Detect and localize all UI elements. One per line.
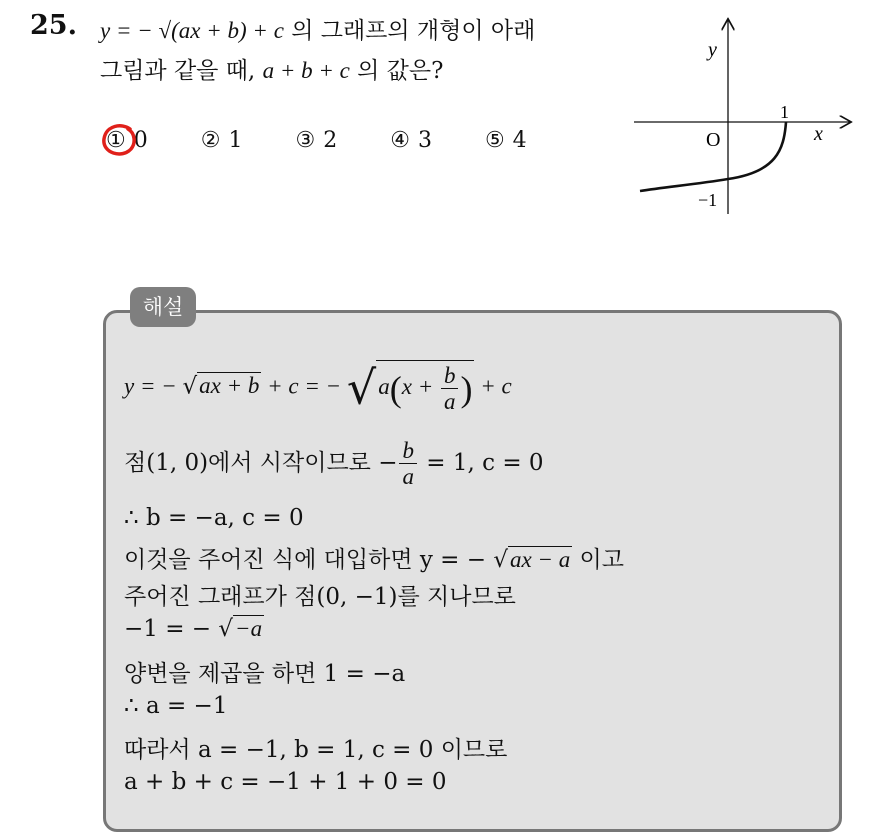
sol-l4-a: 이것을 주어진 식에 대입하면 y = − — [124, 547, 494, 573]
sol-l1-e: x + — [401, 374, 439, 400]
sol-l1-a: y = − — [124, 373, 183, 399]
question-equation: y = − √(ax + b) + c — [100, 18, 284, 43]
choice-5-value: 4 — [512, 128, 527, 153]
choice-3[interactable] — [295, 128, 337, 153]
y-tick-label: −1 — [698, 190, 718, 210]
question-expression: a + b + c — [262, 58, 350, 83]
big-sqrt-sign: √ — [346, 360, 377, 415]
sol-l6-a: −1 = − — [124, 616, 219, 642]
sol-l1-c: + c = − — [261, 373, 347, 399]
solution-line-1 — [124, 360, 512, 415]
sol-l4-b: ax − a — [510, 547, 571, 572]
solution-line-9: 따라서 a = −1, b = 1, c = 0 이므로 — [124, 737, 508, 763]
choice-5[interactable] — [485, 128, 527, 153]
choice-1[interactable] — [106, 128, 148, 153]
x-axis-label: x — [814, 123, 823, 145]
sol-l2-a: 점(1, 0)에서 시작이므로 − — [124, 449, 398, 476]
y-axis-label: y — [708, 39, 717, 61]
solution-line-7: 양변을 제곱을 하면 1 = −a — [124, 661, 406, 687]
sol-l2-frac-d: a — [402, 464, 414, 490]
choice-4[interactable] — [390, 128, 432, 153]
question-text-2a: 그림과 같을 때, — [100, 58, 263, 84]
function-graph — [628, 14, 858, 224]
selected-circle-icon — [100, 123, 138, 159]
question-number: 25. — [30, 10, 77, 41]
solution-line-3: ∴ b = −a, c = 0 — [124, 505, 304, 531]
solution-line-10: a + b + c = −1 + 1 + 0 = 0 — [124, 769, 447, 795]
question-text-2b: 의 값은? — [349, 58, 444, 84]
x-tick-label: 1 — [780, 102, 789, 122]
solution-line-8: ∴ a = −1 — [124, 693, 228, 719]
choice-5-mark: ⑤ — [484, 128, 505, 153]
sol-l6-b: −a — [235, 616, 263, 641]
sol-l2-frac — [399, 438, 417, 490]
sol-l1-d: a — [378, 374, 390, 400]
question-text-1: 의 그래프의 개형이 아래 — [283, 18, 536, 44]
sol-l2-frac-n: b — [399, 438, 417, 464]
choice-3-mark: ③ — [295, 128, 316, 153]
answer-choices — [106, 128, 573, 153]
sol-l1-frac-n: b — [441, 363, 459, 389]
sol-l1-f: + c — [474, 373, 512, 399]
solution-line-5: 주어진 그래프가 점(0, −1)를 지나므로 — [124, 584, 516, 610]
choice-2-mark: ② — [200, 128, 221, 153]
choice-2[interactable] — [201, 128, 243, 153]
choice-1-value: 0 — [133, 128, 148, 153]
paren-open: ( — [389, 368, 402, 409]
sqrt-sign-2: √ — [493, 547, 508, 573]
sol-l4-c: 이고 — [572, 547, 624, 573]
choice-1-mark: ① — [106, 128, 126, 153]
origin-label: O — [706, 129, 721, 151]
choice-4-value: 3 — [417, 128, 432, 153]
question-line-1 — [100, 12, 535, 45]
choice-2-value: 1 — [228, 128, 243, 153]
solution-badge: 해설 — [130, 287, 196, 327]
solution-line-2 — [124, 438, 544, 490]
sol-l2-b: = 1, c = 0 — [418, 449, 544, 476]
sqrt-sign-3: √ — [218, 616, 234, 642]
choice-4-mark: ④ — [390, 128, 410, 153]
sqrt-sign: √ — [182, 373, 198, 400]
solution-line-4 — [124, 541, 624, 574]
sol-l1-frac-d: a — [443, 389, 456, 415]
paren-close: ) — [460, 368, 473, 409]
sol-l1-b: ax + b — [199, 373, 260, 399]
solution-line-6 — [124, 616, 264, 642]
sol-l1-frac — [441, 363, 459, 415]
choice-3-value: 2 — [323, 128, 338, 153]
big-sqrt-body — [376, 360, 474, 415]
question-line-2 — [100, 52, 443, 85]
